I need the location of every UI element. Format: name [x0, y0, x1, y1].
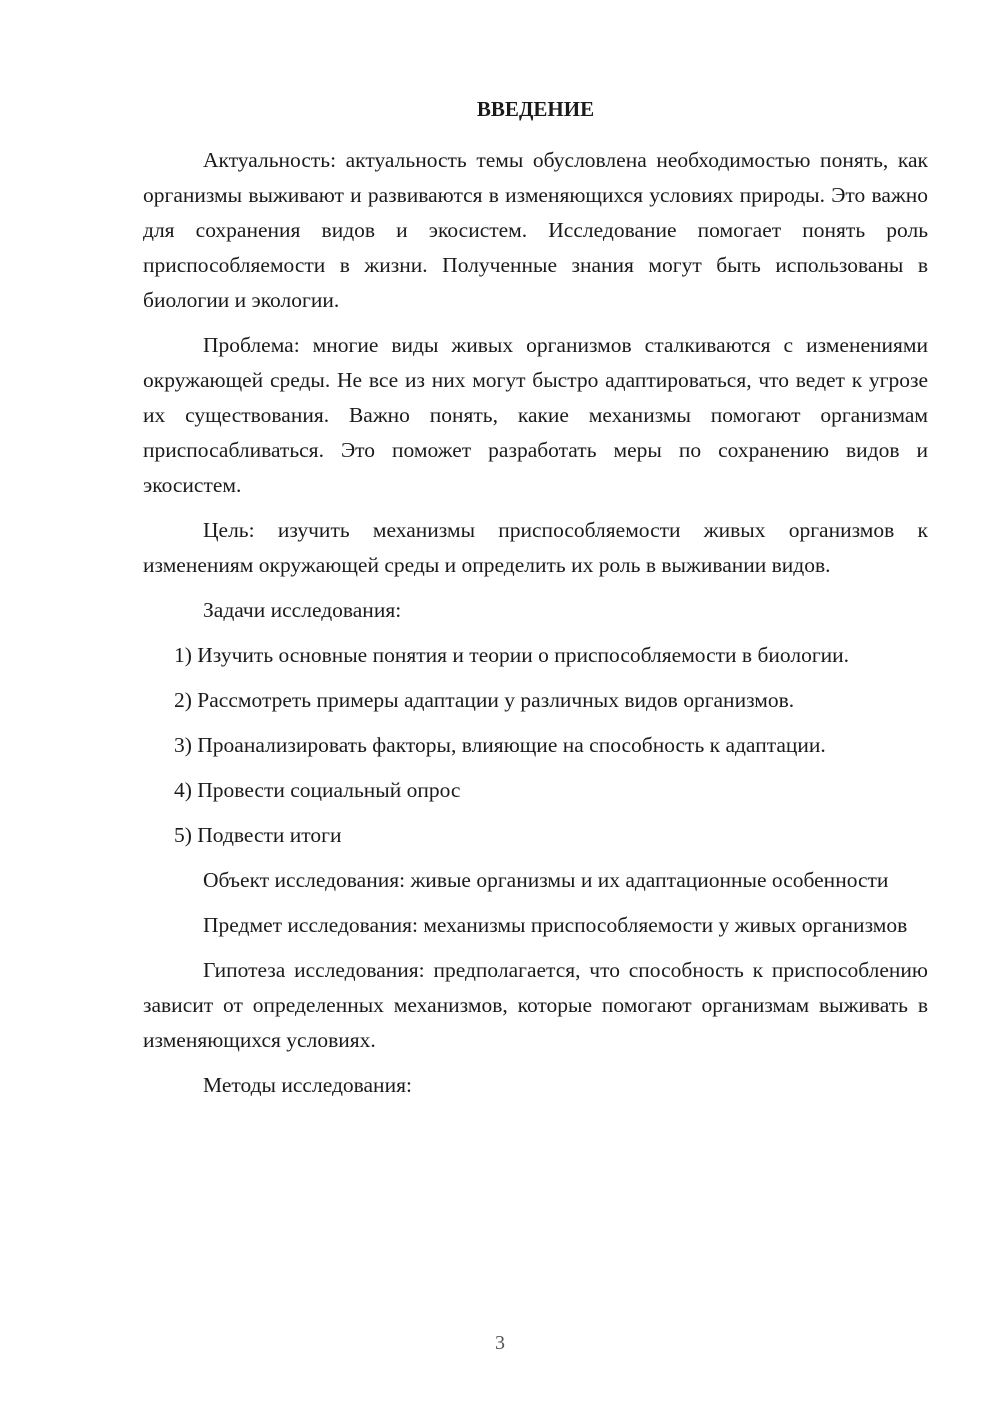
hypothesis-paragraph: Гипотеза исследования: предполагается, что способность к приспособлению зависит от определенных механизмов, которые помогают организмам выживать в изменяющихся условиях. [143, 958, 928, 1052]
methods-heading: Методы исследования: [203, 1073, 412, 1097]
task-item-4: 4) Провести социальный опрос [174, 778, 461, 802]
section-title: ВВЕДЕНИЕ [476, 97, 595, 121]
tasks-heading: Задачи исследования: [203, 598, 402, 622]
page-number: 3 [495, 1332, 505, 1354]
task-item-3: 3) Проанализировать факторы, влияющие на способность к адаптации. [174, 733, 826, 757]
task-item-2: 2) Рассмотреть примеры адаптации у различных видов организмов. [174, 688, 795, 712]
goal-paragraph: Цель: изучить механизмы приспособляемости живых организмов к изменениям окружающей среды и определить их роль в выживании видов. [143, 518, 928, 577]
relevance-paragraph: Актуальность: актуальность темы обусловлена необходимостью понять, как организмы выживают и развиваются в изменяющихся условиях природы. Это важно для сохранения видов и экосистем. Исследование помогает понять роль приспособляемости в жизни. Полученные знания могут быть использованы в биологии и экологии. [143, 148, 928, 312]
task-item-5: 5) Подвести итоги [174, 823, 342, 847]
task-item-1: 1) Изучить основные понятия и теории о приспособляемости в биологии. [174, 643, 850, 667]
subject-paragraph: Предмет исследования: механизмы приспособляемости у живых организмов [203, 913, 908, 937]
document-page [143, 92, 928, 1113]
object-paragraph: Объект исследования: живые организмы и их адаптационные особенности [203, 868, 889, 892]
problem-paragraph: Проблема: многие виды живых организмов сталкиваются с изменениями окружающей среды. Не все из них могут быстро адаптироваться, что ведет к угрозе их существования. Важно понять, какие механизмы помогают организмам приспосабливаться. Это поможет разработать меры по сохранению видов и экосистем. [143, 333, 928, 497]
